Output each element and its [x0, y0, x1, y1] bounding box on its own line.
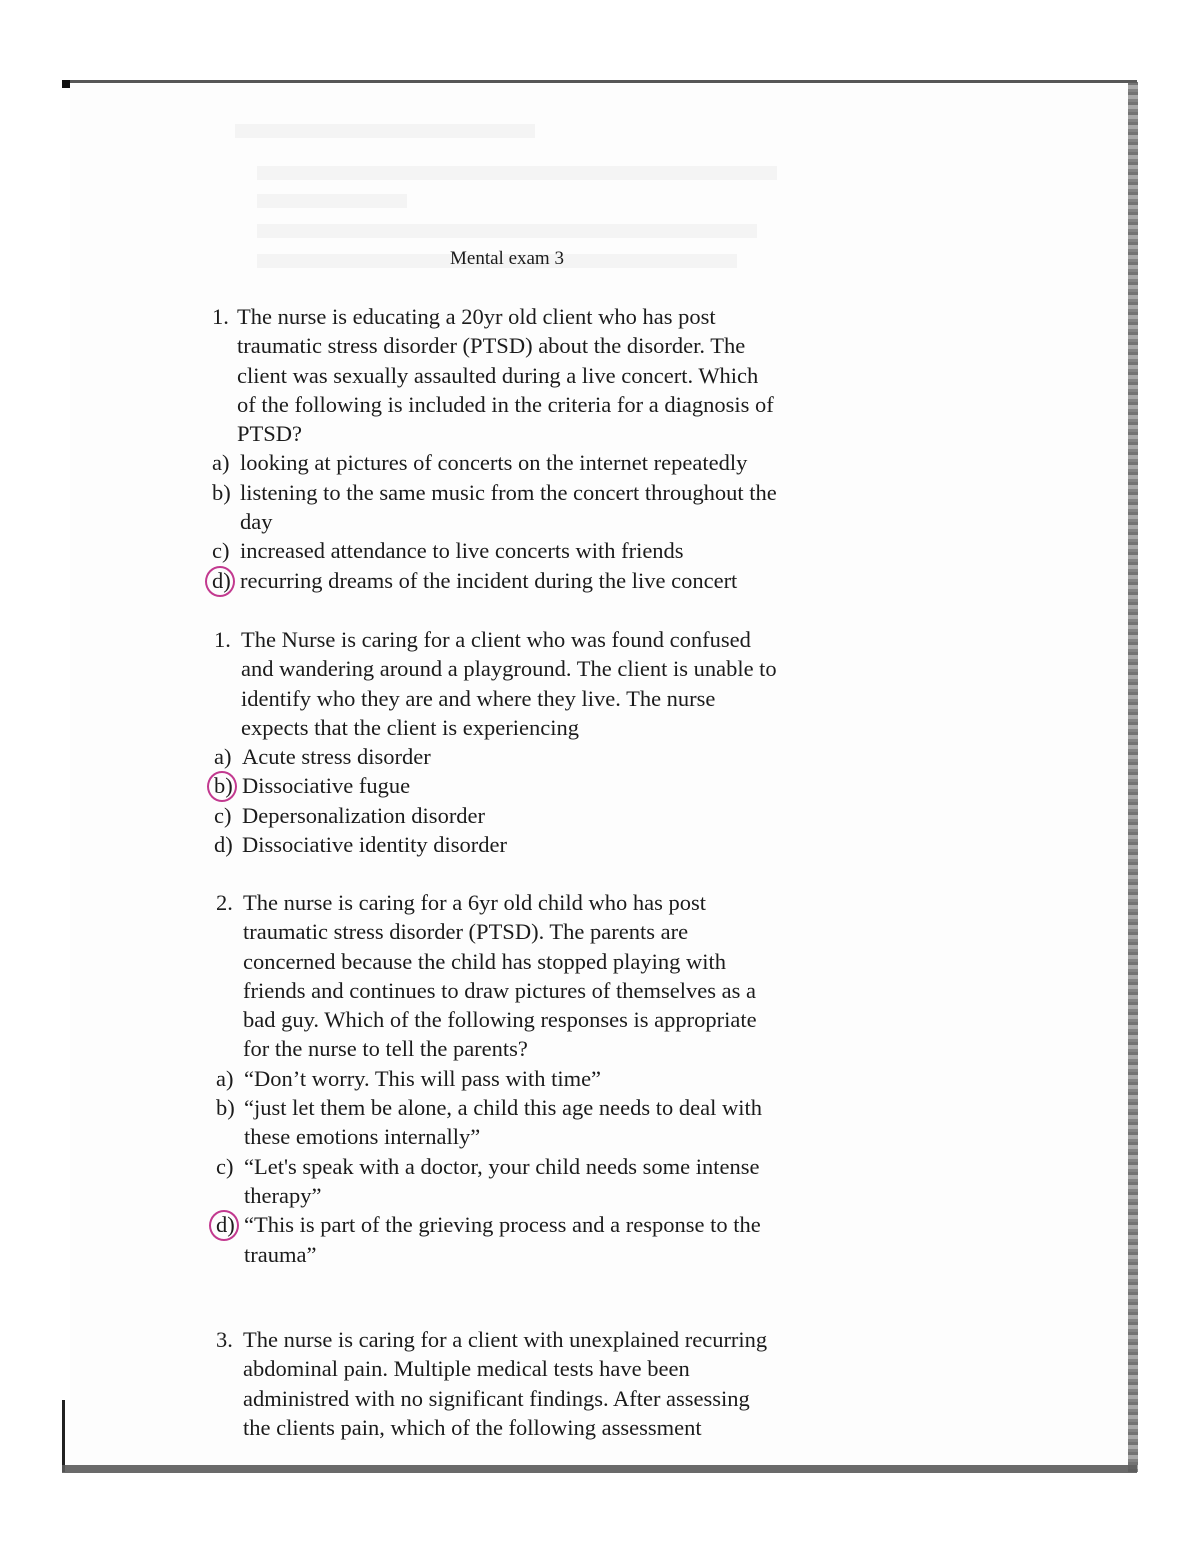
stem-line: The Nurse is caring for a client who was found confused: [241, 627, 751, 652]
stem-line: The nurse is educating a 20yr old client who has post: [237, 304, 716, 329]
scan-corner-mark: [62, 80, 70, 88]
stem-line: The nurse is caring for a client with unexplained recurring: [243, 1327, 768, 1352]
answer-option: [212, 448, 852, 477]
answer-option: [212, 536, 852, 565]
option-letter: d): [214, 832, 233, 858]
exam-title: Mental exam 3: [450, 248, 564, 269]
question-block: [216, 888, 856, 1269]
question-stem: [216, 888, 856, 1064]
option-text: “Don’t worry. This will pass with time”: [244, 1065, 602, 1091]
question-block: [212, 302, 852, 595]
option-text: “just let them be alone, a child this age needs to deal with: [244, 1095, 762, 1121]
scan-edge-right: [1128, 82, 1138, 1472]
answer-option: [216, 1152, 856, 1211]
stem-line: for the nurse to tell the parents?: [243, 1036, 528, 1062]
option-text: “This is part of the grieving process and a response to the: [244, 1212, 761, 1238]
answer-option: [216, 1064, 856, 1093]
answer-option-selected: [216, 1210, 856, 1269]
scan-edge-top: [62, 80, 1137, 83]
stem-line: PTSD?: [237, 421, 303, 447]
question-number: 1.: [214, 627, 231, 652]
option-letter: b): [214, 771, 233, 800]
option-text: looking at pictures of concerts on the internet repeatedly: [240, 450, 748, 476]
option-letter: d): [216, 1210, 235, 1239]
question-stem: [212, 302, 852, 448]
stem-line: abdominal pain. Multiple medical tests have been: [243, 1356, 690, 1382]
option-letter: c): [212, 538, 230, 564]
stem-line: The nurse is caring for a 6yr old child who has post: [243, 890, 707, 915]
stem-line: the clients pain, which of the following assessment: [243, 1414, 702, 1440]
question-stem: [216, 1325, 856, 1442]
option-text: therapy”: [244, 1182, 322, 1208]
option-text: day: [240, 509, 273, 535]
option-letter: b): [212, 479, 231, 505]
option-letter: d): [212, 566, 231, 595]
question-number: 1.: [212, 304, 229, 329]
answer-option: [214, 830, 854, 859]
stem-line: traumatic stress disorder (PTSD). The parents are: [243, 919, 689, 945]
option-letter: a): [214, 744, 232, 770]
stem-line: bad guy. Which of the following responses is appropriate: [243, 1007, 757, 1033]
scan-edge-bottom: [62, 1465, 1137, 1473]
stem-line: and wandering around a playground. The client is unable to: [241, 656, 777, 682]
option-text: listening to the same music from the concert throughout the: [240, 479, 777, 505]
option-text: Acute stress disorder: [242, 744, 431, 770]
stem-line: identify who they are and where they live. The nurse: [241, 685, 716, 711]
stem-line: administred with no significant findings. After assessing: [243, 1385, 750, 1411]
answer-circle-mark: [205, 566, 235, 597]
option-text: these emotions internally”: [244, 1124, 481, 1150]
option-letter: c): [214, 802, 232, 828]
option-text: trauma”: [244, 1241, 317, 1267]
option-letter: b): [216, 1095, 235, 1121]
answer-option-selected: [214, 771, 854, 800]
stem-line: of the following is included in the criteria for a diagnosis of: [237, 391, 774, 417]
answer-option: [216, 1093, 856, 1152]
option-text: increased attendance to live concerts with friends: [240, 538, 684, 564]
option-text: “Let's speak with a doctor, your child needs some intense: [244, 1153, 760, 1179]
option-text: Depersonalization disorder: [242, 802, 486, 828]
answer-option-selected: [212, 566, 852, 595]
option-letter: a): [216, 1065, 234, 1091]
question-number: 2.: [216, 890, 233, 915]
answer-option: [214, 742, 854, 771]
stem-line: concerned because the child has stopped playing with: [243, 948, 726, 974]
option-letter: a): [212, 450, 230, 476]
stem-line: expects that the client is experiencing: [241, 714, 579, 740]
answer-option: [214, 801, 854, 830]
stem-line: client was sexually assaulted during a live concert. Which: [237, 362, 759, 388]
question-block: [216, 1325, 856, 1442]
question-block: [214, 625, 854, 859]
option-letter: c): [216, 1153, 234, 1179]
stem-line: friends and continues to draw pictures of themselves as a: [243, 977, 756, 1003]
option-text: recurring dreams of the incident during the live concert: [240, 567, 738, 593]
option-text: Dissociative identity disorder: [242, 832, 507, 858]
answer-option: [212, 478, 852, 537]
question-number: 3.: [216, 1327, 233, 1352]
scan-edge-left: [62, 1400, 65, 1472]
stem-line: traumatic stress disorder (PTSD) about the disorder. The: [237, 333, 746, 359]
option-text: Dissociative fugue: [242, 773, 411, 799]
question-stem: [214, 625, 854, 742]
